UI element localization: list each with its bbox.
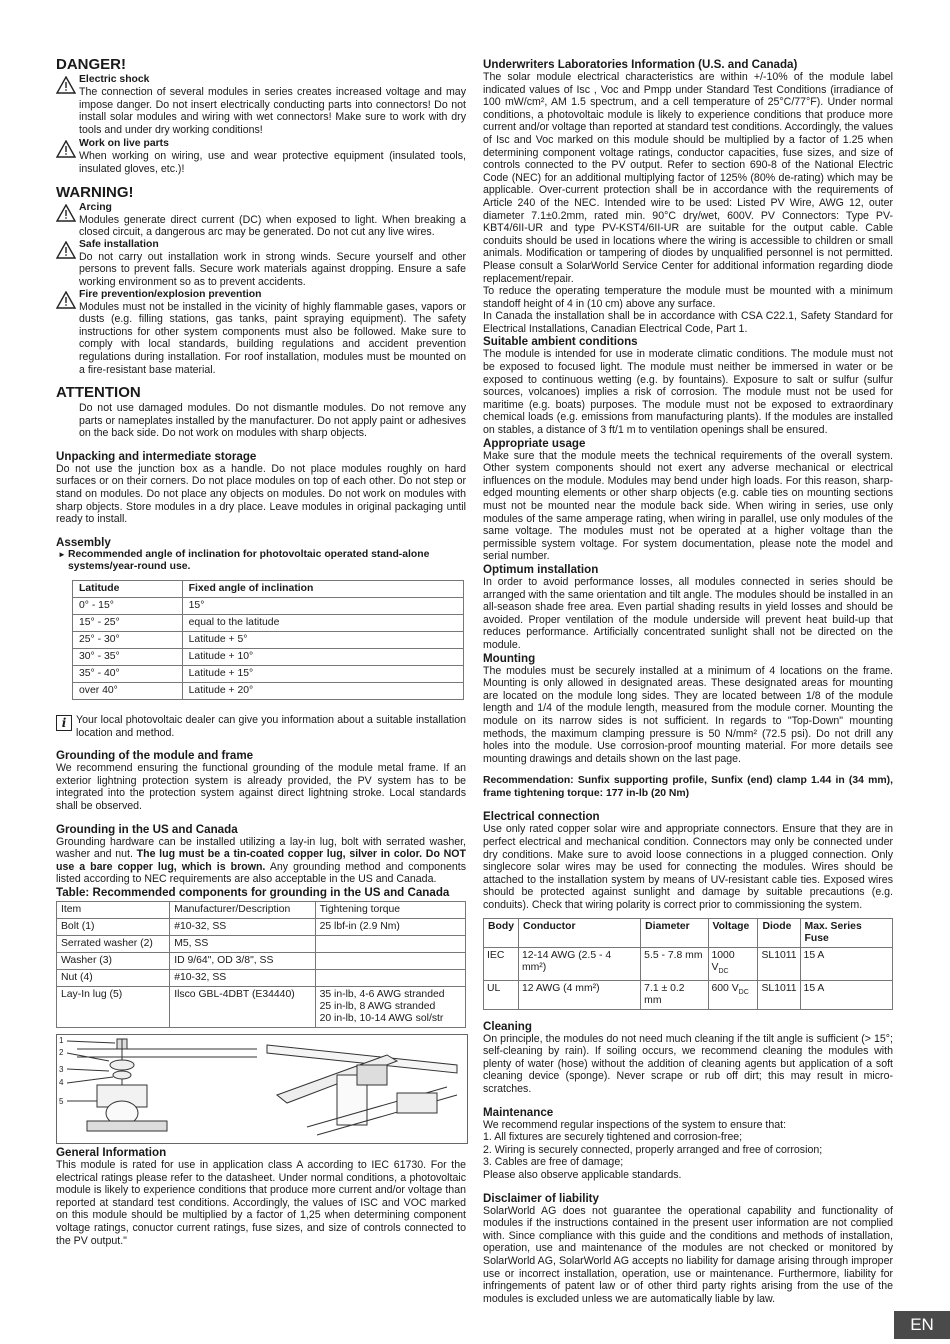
table-cell: Serrated washer (2) bbox=[57, 935, 170, 952]
safe-installation-heading: Safe installation bbox=[79, 238, 159, 250]
grounding-drawing bbox=[57, 1035, 467, 1143]
table-cell: 600 $V_{DC}$ bbox=[708, 980, 758, 1009]
warning-triangle-icon bbox=[56, 291, 76, 309]
table-cell: SL1011 bbox=[758, 980, 800, 1009]
grounding-figure bbox=[56, 1034, 468, 1144]
maintenance-item: 3. Cables are free of damage; bbox=[483, 1156, 624, 1169]
optimum-heading: Optimum installation bbox=[483, 562, 599, 576]
table-cell: 25 lbf-in (2.9 Nm) bbox=[315, 918, 465, 935]
attention-text: Do not use damaged modules. Do not dismantle modules. Do not remove any parts or nameplates installed by the manufacturer. Do not apply paint or adhesives on the back side. Do not work on modules with sharp objects. bbox=[79, 402, 466, 440]
warning-triangle-icon bbox=[56, 140, 76, 158]
table-row bbox=[73, 632, 464, 649]
grounding-heading: Grounding of the module and frame bbox=[56, 749, 254, 763]
grounding-us-text bbox=[56, 836, 466, 886]
electric-shock-text: The connection of several modules in series creates increased voltage and may impose danger. Do not insert electrically conducting parts into connectors! Do not install solar modules and wiring with wet connectors! Make sure to work with dry tools and under dry working conditions! bbox=[79, 86, 466, 136]
table-cell: 25° - 30° bbox=[73, 632, 183, 649]
table-cell: 5.5 - 7.8 mm bbox=[641, 947, 708, 980]
table-cell: Bolt (1) bbox=[57, 918, 170, 935]
table-row bbox=[73, 649, 464, 666]
table-cell: 0° - 15° bbox=[73, 598, 183, 615]
table-cell: 12-14 AWG (2.5 - 4 mm²) bbox=[518, 947, 640, 980]
usage-heading: Appropriate usage bbox=[483, 436, 586, 450]
disclaimer-text: SolarWorld AG does not guarantee the operational capability and functionality of modules if the instructions contained in the present user information are not complied with. Since compliance with this guide and the conditions and methods of installation, operation, use and maintenance of the modules are not checked or monitored by SolarWorld AG, SolarWorld AG accepts no liability for damage arising through improper use or incorrect installation, operation, use or maintenance. Furthermore, liability for infringements of patent law or of other third party rights arising from the use of the modules is excluded unless we are automatically liable by law. bbox=[483, 1204, 893, 1305]
danger-title: DANGER! bbox=[56, 56, 126, 73]
ambient-text: The module is intended for use in moderate climatic conditions. The module must not be exposed to focused light. The module must neither be immersed in water or be exposed to continuous wetting (e.g. by fountains). Exposure to salt or sulfur (sulfur sources, volcanoes) implies a risk of corrosion. The module must not be used for maritime (e.g. boats) purposes. The module must not be exposed to extraordinary chemical loads (e.g. emissions from manufacturing plants). If the modules are installed on stables, a distance of 3 ft/1 m to ventilation openings shall be ensured. bbox=[483, 348, 893, 437]
general-heading: General Information bbox=[56, 1145, 167, 1159]
table-row bbox=[57, 935, 466, 952]
table-row bbox=[57, 952, 466, 969]
grounding-us-heading: Grounding in the US and Canada bbox=[56, 822, 238, 836]
electrical-heading: Electrical connection bbox=[483, 810, 600, 824]
live-parts-text: When working on wiring, use and wear protective equipment (insulated tools, insulated gloves, etc.)! bbox=[79, 150, 466, 175]
figure-label-2: 2 bbox=[59, 1047, 64, 1057]
ambient-heading: Suitable ambient conditions bbox=[483, 335, 638, 349]
warning-triangle-icon bbox=[56, 241, 76, 259]
table-cell: IEC bbox=[484, 947, 519, 980]
mounting-recommendation: Recommendation: Sunfix supporting profile, Sunfix (end) clamp 1.44 in (34 mm), frame tightening torque: 177 in-lb (20 Nm) bbox=[483, 775, 893, 799]
table-cell: 15 A bbox=[800, 947, 892, 980]
table-cell: 15° bbox=[182, 598, 463, 615]
general-text: This module is rated for use in application class A according to IEC 61730. For the electrical ratings please refer to the datasheet. Under normal conditions, a photovoltaic module is likely to experience conditions that produce more current and/or voltage than reported at standard test conditions. Accordingly, the values of ISC and VOC marked on this module should be multiplied by a factor of 1,25 when determining component voltage ratings, conuctor current ratings, fuse sizes, and size of controls connected to the PV output." bbox=[56, 1158, 466, 1247]
unpacking-text: Do not use the junction box as a handle. Do not place modules roughly on hard surfaces or on their corners. Do not place modules on top of each other. Do not step or stand on modules. Do not place any objects on modules. Do not work on modules with sharp objects. Store modules in a dry place. Leave modules in original packaging until ready to install. bbox=[56, 462, 466, 526]
assembly-bullet bbox=[56, 549, 466, 574]
table-cell: 1000 $V_{DC}$ bbox=[708, 947, 758, 980]
table-header-cell: Item bbox=[57, 901, 170, 918]
table-cell: Ilsco GBL-4DBT (E34440) bbox=[170, 986, 315, 1027]
table-header-cell: Conductor bbox=[518, 918, 640, 947]
dealer-info bbox=[56, 714, 466, 739]
electric-shock-block bbox=[56, 74, 466, 136]
grounding-table bbox=[56, 901, 466, 1028]
table-row bbox=[57, 986, 466, 1027]
table-cell: Latitude + 5° bbox=[182, 632, 463, 649]
table-header-cell: Max. Series Fuse bbox=[800, 918, 892, 947]
language-badge: EN bbox=[894, 1311, 950, 1339]
dealer-info-text: Your local photovoltaic dealer can give you information about a suitable installation location and method. bbox=[76, 714, 466, 739]
voltage-subscript: DC bbox=[738, 988, 749, 996]
table-row bbox=[484, 947, 893, 980]
table-row bbox=[57, 969, 466, 986]
table-header-cell: Manufacturer/Description bbox=[170, 901, 315, 918]
warning-triangle-icon bbox=[56, 76, 76, 94]
table-cell bbox=[315, 935, 465, 952]
left-column bbox=[56, 56, 466, 1247]
maintenance-list bbox=[483, 1131, 893, 1169]
table-row bbox=[57, 918, 466, 935]
arcing-block bbox=[56, 202, 466, 239]
table-row bbox=[484, 980, 893, 1009]
table-cell: 35 in-lb, 4-6 AWG stranded 25 in-lb, 8 AWG stranded 20 in-lb, 10-14 AWG sol/str bbox=[315, 986, 465, 1027]
cleaning-text: On principle, the modules do not need much cleaning if the tilt angle is sufficient (> 15°; self-cleaning by rain). If soiling occurs, we recommend cleaning the modules with plenty of water (hose) without the addition of cleaning agents but application of a soft cleaning device (sponge). Never scrape or rub off dirt; this may result in micro-scratches. bbox=[483, 1032, 893, 1096]
figure-label-1: 1 bbox=[59, 1035, 64, 1045]
table-row bbox=[73, 598, 464, 615]
right-column bbox=[483, 58, 893, 1305]
ul-text-2: To reduce the operating temperature the module must be mounted with a minimum standoff height of 4 in (10 cm) above any surface. bbox=[483, 285, 893, 310]
table-cell bbox=[315, 969, 465, 986]
table-cell: Washer (3) bbox=[57, 952, 170, 969]
maintenance-item: 1. All fixtures are securely tightened and corrosion-free; bbox=[483, 1131, 743, 1144]
maintenance-item: 2. Wiring is securely connected, properly arranged and free of corrosion; bbox=[483, 1143, 823, 1156]
grounding-table-title: Table: Recommended components for grounding in the US and Canada bbox=[56, 885, 450, 899]
assembly-bullet-text: Recommended angle of inclination for photovoltaic operated stand-alone systems/year-round use. bbox=[68, 548, 430, 573]
table-header-cell: Voltage bbox=[708, 918, 758, 947]
table-header-cell: Body bbox=[484, 918, 519, 947]
maintenance-heading: Maintenance bbox=[483, 1105, 554, 1119]
arcing-heading: Arcing bbox=[79, 201, 112, 213]
electric-shock-heading: Electric shock bbox=[79, 74, 150, 85]
table-cell: equal to the latitude bbox=[182, 615, 463, 632]
warning-title: WARNING! bbox=[56, 183, 134, 201]
table-cell: Latitude + 10° bbox=[182, 649, 463, 666]
attention-title: ATTENTION bbox=[56, 384, 141, 402]
table-cell: 7.1 ± 0.2 mm bbox=[641, 980, 708, 1009]
voltage-subscript: DC bbox=[718, 967, 729, 975]
arcing-text: Modules generate direct current (DC) when exposed to light. When breaking a closed circuit, a dangerous arc may be generated. Do not cut any live wires. bbox=[79, 213, 466, 239]
electrical-table bbox=[483, 918, 893, 1010]
fire-text: Modules must not be installed in the vicinity of highly flammable gases, vapors or dusts (e.g. filling stations, gas tanks, paint spraying equipment). The safety instructions for other system components must also be followed. Make sure to comply with local standards, building regulations and accident prevention regulations during installation. For roof installation, modules must be mounted on a fire-resistant base material. bbox=[79, 300, 466, 376]
table-header-cell: Diode bbox=[758, 918, 800, 947]
table-header-cell: Tightening torque bbox=[315, 901, 465, 918]
unpacking-heading: Unpacking and intermediate storage bbox=[56, 449, 257, 463]
table-cell: over 40° bbox=[73, 683, 183, 700]
ul-text-1: The solar module electrical characteristics are within +/-10% of the module label indicated values of Isc , Voc and Pmpp under Standard Test Conditions (irradiance of 100 mW/cm², AM 1.5 spectrum, and a cell temperature of 25°C/77°F). Under normal conditions, a photovoltaic module is likely to experience conditions that produce more current and/or voltage than reported at standard test conditions. Accordingly, the values of Isc and Voc marked on this module should be multiplied by a factor of 1.25 when determining component voltage ratings, conductor capacities, fuse sizes, and size of controls connected to the PV output. Refer to section 690-8 of the National Electric Code (NEC) for an additional multiplying factor of 125% (80% de-rating) which may be applicable. Over-current protection shall be in accordance with the requirements of Article 240 of the NEC. Intended wire to be used: Listed PV Wire, AWG 12, outer diameter 7.1±0.2mm, rated min. 90°C dry/wet, 600V. PV Connectors: Type PV-KBT4/6II-UR and type PV-KST4/6II-UR are suitable for the output cable. Cable conduits should be used in locations where the wiring is accessible to children or small animals. Modification or tampering of diodes by unqualified personnel is not permitted. Please consult a SolarWorld Service Center for additional information regarding diode replacement/repair. bbox=[483, 71, 893, 285]
table-cell: #10-32, SS bbox=[170, 969, 315, 986]
electrical-text: Use only rated copper solar wire and appropriate connectors. Ensure that they are in perfect electrical and mechanical condition. Connectors may only be connected under dry conditions. Make sure to avoid loose connections in a plugged connection. Only singlecore solar wires may be used for connecting the modules. Wires should be attached to the installation system by means of UV-resistant cable ties. Exposed wires should be protected against sunlight and damage by suitable precautions (e.g. conduits). Check that wiring polarity is correct prior to commissioning the system. bbox=[483, 823, 893, 912]
table-cell: 35° - 40° bbox=[73, 666, 183, 683]
table-cell bbox=[315, 952, 465, 969]
assembly-heading: Assembly bbox=[56, 535, 111, 549]
warning-triangle-icon bbox=[56, 204, 76, 222]
table-cell: 30° - 35° bbox=[73, 649, 183, 666]
table-row bbox=[73, 683, 464, 700]
figure-label-3: 3 bbox=[59, 1064, 64, 1074]
table-cell: 15° - 25° bbox=[73, 615, 183, 632]
table-row bbox=[73, 615, 464, 632]
info-icon: i bbox=[56, 715, 72, 731]
grounding-us-text-bold: The lug must be a tin-coated copper lug, silver in color. Do NOT use a bare copper lug, which is brown. bbox=[56, 848, 466, 873]
figure-label-5: 5 bbox=[59, 1096, 64, 1106]
table-header-cell: Latitude bbox=[73, 581, 183, 598]
mounting-heading: Mounting bbox=[483, 651, 536, 665]
figure-label-4: 4 bbox=[59, 1077, 64, 1087]
optimum-text: In order to avoid performance losses, all modules connected in series should be arranged with the same orientation and tilt angle. The modules should be installed in an all-season shade free area. Even partial shading results in yield losses and should be avoided. Proper ventilation of the module underside will prevent heat build-up that reduces performance. Artificially concentrated sunlight shall not be directed on the module. bbox=[483, 575, 893, 651]
table-cell: Latitude + 20° bbox=[182, 683, 463, 700]
ul-heading: Underwriters Laboratories Information (U.S. and Canada) bbox=[483, 58, 798, 71]
cleaning-heading: Cleaning bbox=[483, 1019, 532, 1033]
table-cell: #10-32, SS bbox=[170, 918, 315, 935]
grounding-us-text-b: Any grounding method and components listed according to NEC requirements are also acceptable in the US and Canada. bbox=[56, 860, 466, 886]
ul-text-3: In Canada the installation shall be in accordance with CSA C22.1, Safety Standard for Electrical Installations, Canadian Electrical Code, Part 1. bbox=[483, 310, 893, 335]
table-cell: M5, SS bbox=[170, 935, 315, 952]
disclaimer-heading: Disclaimer of liability bbox=[483, 1191, 599, 1205]
table-header-cell: Diameter bbox=[641, 918, 708, 947]
table-cell: ID 9/64", OD 3/8", SS bbox=[170, 952, 315, 969]
maintenance-intro: We recommend regular inspections of the system to ensure that: bbox=[483, 1118, 787, 1131]
grounding-text: We recommend ensuring the functional grounding of the module metal frame. If an exterior lightning protection system is already provided, the PV system has to be integrated into the protection system against direct lightning stroke. Local standards shall be observed. bbox=[56, 762, 466, 812]
table-header-cell: Fixed angle of inclination bbox=[182, 581, 463, 598]
bullet-arrow-icon: ► bbox=[58, 549, 66, 559]
table-cell: 12 AWG (4 mm²) bbox=[518, 980, 640, 1009]
safe-installation-block bbox=[56, 239, 466, 289]
fire-block bbox=[56, 289, 466, 377]
latitude-table bbox=[72, 580, 464, 700]
table-cell: Lay-In lug (5) bbox=[57, 986, 170, 1027]
live-parts-block bbox=[56, 138, 466, 175]
usage-text: Make sure that the module meets the technical requirements of the overall system. Other system components should not exert any adverse mechanical or electrical influences on the module. Modules may bend under high loads. For this reason, sharp-edged mounting elements or other sharp objects (e.g. cable ties on mounting sections must not be mounted near the module back side. When wiring in series, use only modules of the same amperage rating, when wiring in parallel, use only modules of the same voltage. The modules must not be operated at a higher voltage than the permissible system voltage. For system documentation, please note the model and serial number. bbox=[483, 449, 893, 563]
fire-heading: Fire prevention/explosion prevention bbox=[79, 288, 262, 300]
table-cell: Latitude + 15° bbox=[182, 666, 463, 683]
grounding-us-text-a: Grounding hardware can be installed utilizing a lay-in lug, bolt with serrated washer, washer and nut. bbox=[56, 835, 466, 861]
table-cell: UL bbox=[484, 980, 519, 1009]
maintenance-outro: Please also observe applicable standards. bbox=[483, 1169, 682, 1182]
table-cell: 15 A bbox=[800, 980, 892, 1009]
mounting-text: The modules must be securely installed at a minimum of 4 locations on the frame. Mounting is only allowed in designated areas. These designated areas for mounting are located on the module long sides. They are located between 1/8 of the module length and 1/4 of the module length, measured from the module corner. Mounting the module on its narrow sides is not sufficient. In regards to "Top-Down" mounting methods, the maximum clamping pressure is 50 N/mm² (72.5 psi). Do not drill any holes into the module. Use corrosion-proof mounting material. For more details see mounting drawings and details shown on the last page. bbox=[483, 664, 893, 765]
table-row bbox=[73, 666, 464, 683]
live-parts-heading: Work on live parts bbox=[79, 138, 169, 150]
table-cell: SL1011 bbox=[758, 947, 800, 980]
table-cell: Nut (4) bbox=[57, 969, 170, 986]
safe-installation-text: Do not carry out installation work in strong winds. Secure yourself and other persons to prevent falls. Secure work materials against dropping. Ensure a safe working environment so as to prevent accidents. bbox=[79, 250, 466, 288]
